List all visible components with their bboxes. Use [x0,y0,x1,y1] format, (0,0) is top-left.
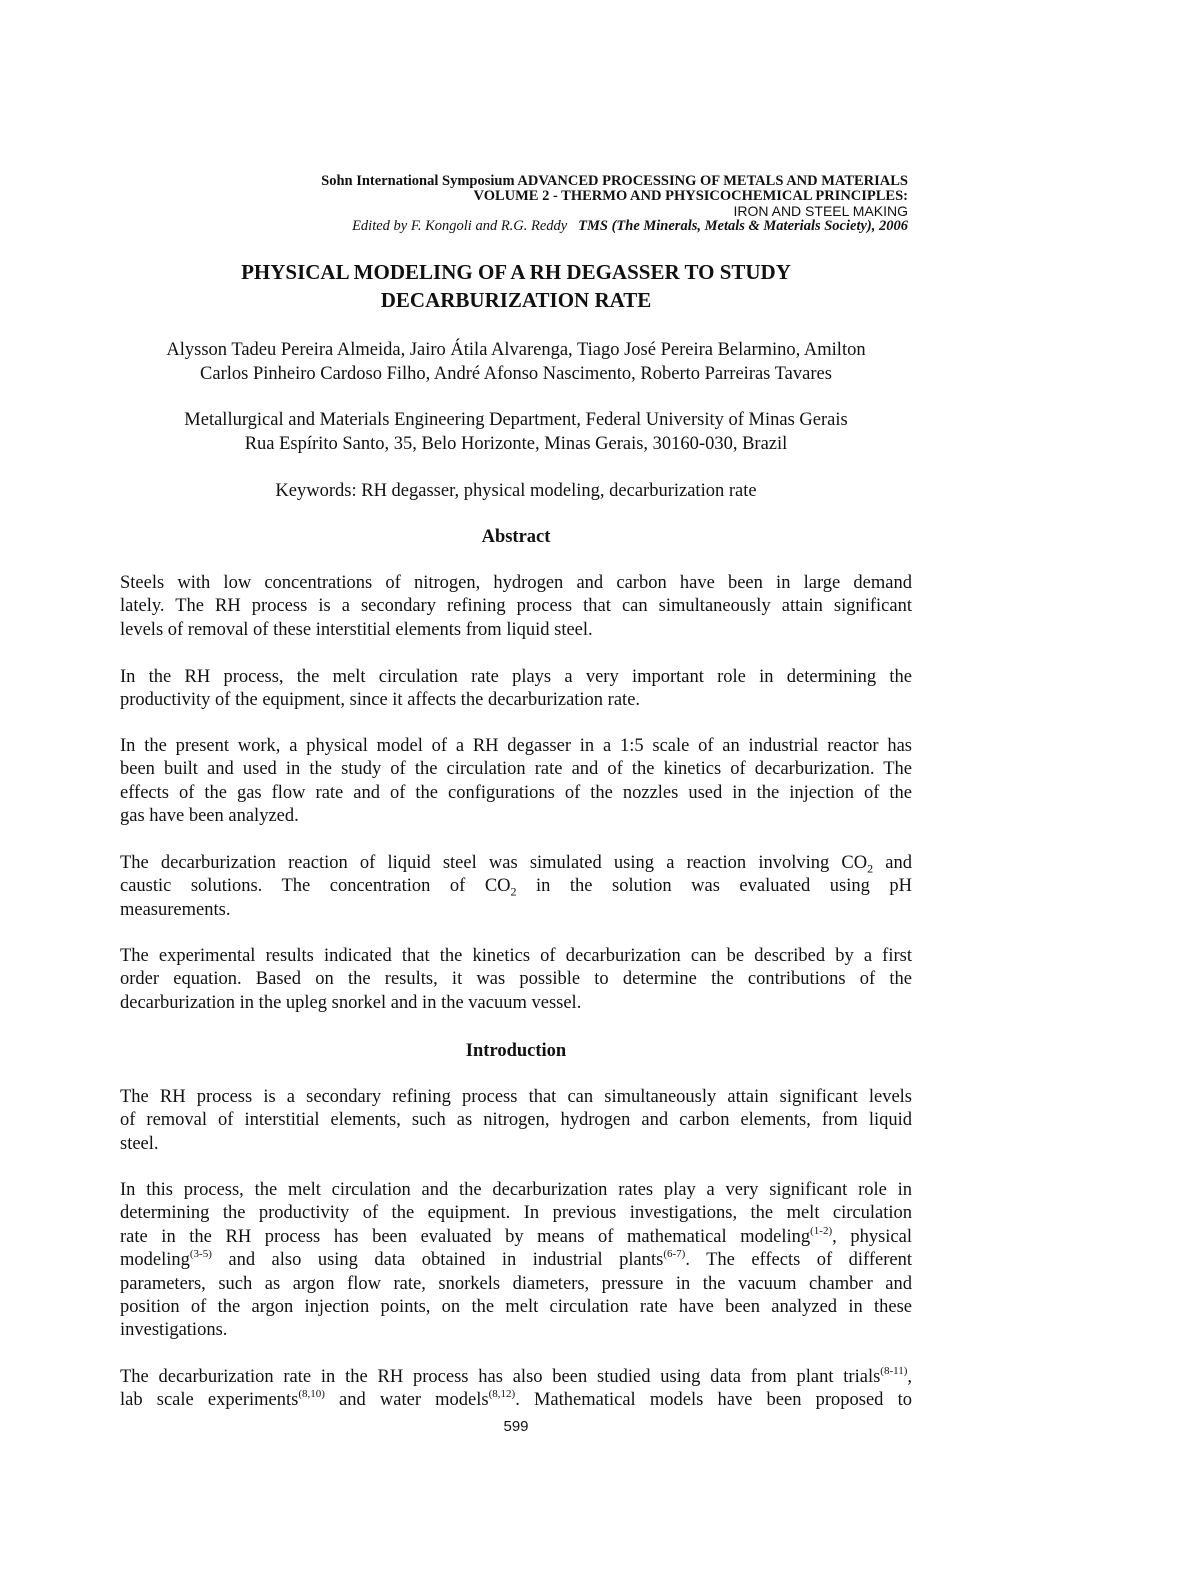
header-line-2: VOLUME 2 - THERMO AND PHYSICOCHEMICAL PRINCIPLES: [473,188,908,204]
introduction-heading: Introduction [465,1041,567,1061]
abstract-paragraph-4: The decarburization reaction of liquid steel was simulated using a reaction involving $CO_2$ and caustic solutions. The concentration of $CO_2$ in the solution was evaluated using pH measurements. [120,853,912,920]
citation: (6-7) [663,1248,686,1261]
citation: (3-5) [189,1248,212,1261]
introduction-paragraph-2: In this process, the melt circulation and the decarburization rates play a very significant role in determining the productivity of the equipment. In previous investigations, the melt circulation rate in the RH process has been evaluated by means of mathematical modeling$^{(1-2)}$, physical modeling$^{(3-5)}$ and also using data obtained in industrial plants$^{(6-7)}$. The effects of different parameters, such as argon flow rate, snorkels diameters, pressure in the vacuum chamber and position of the argon injection points, on the melt circulation rate have been analyzed in these investigations. [120,1180,913,1341]
abstract-paragraph-5: The experimental results indicated that the kinetics of decarburization can be described by a first order equation. Based on the results, it was possible to determine the contributions of the decarburization in the upleg snorkel and in the vacuum vessel. [120,946,912,1013]
header-publisher: TMS (The Minerals, Metals & Materials Society), 2006 [578,218,908,234]
paper-title [120,258,912,314]
keywords: Keywords: RH degasser, physical modeling, decarburization rate [275,481,757,501]
author-line-1: Alysson Tadeu Pereira Almeida, Jairo Átila Alvarenga, Tiago José Pereira Belarmino, Amilton [166,340,866,360]
citation: (1-2) [810,1224,833,1237]
affiliation [120,408,912,456]
abstract-paragraph-3: In the present work, a physical model of a RH degasser in a 1:5 scale of an industrial reactor has been built and used in the study of the circulation rate and of the kinetics of decarburization. The effects of the gas flow rate and of the configurations of the nozzles used in the injection of the gas have been analyzed. [120,736,912,827]
proceedings-header [200,174,908,234]
affiliation-line-2: Rua Espírito Santo, 35, Belo Horizonte, Minas Gerais, 30160-030, Brazil [244,434,788,454]
citation: (8,10) [298,1388,325,1401]
abstract-paragraph-1: Steels with low concentrations of nitrogen, hydrogen and carbon have been in large demand lately. The RH process is a secondary refining process that can simultaneously attain significant levels of removal of these interstitial elements from liquid steel. [120,573,912,640]
abstract-paragraph-2: In the RH process, the melt circulation rate plays a very important role in determining the productivity of the equipment, since it affects the decarburization rate. [120,667,912,711]
abstract-heading: Abstract [481,527,551,547]
introduction-paragraph-1: The RH process is a secondary refining process that can simultaneously attain significant levels of removal of interstitial elements, such as nitrogen, hydrogen and carbon elements, from liquid steel. [120,1087,912,1154]
citation: (8-11) [880,1364,908,1377]
header-editors: Edited by F. Kongoli and R.G. Reddy [352,218,568,234]
header-line-3: IRON AND STEEL MAKING [733,203,908,219]
header-line-1: Sohn International Symposium ADVANCED PROCESSING OF METALS AND MATERIALS [321,173,908,189]
header-line-4 [200,219,908,234]
paper-title-line-1: PHYSICAL MODELING OF A RH DEGASSER TO STUDY [241,260,791,284]
citation: (8,12) [488,1388,516,1401]
page-number: 599 [503,1418,529,1435]
paper-title-line-2: DECARBURIZATION RATE [380,288,652,312]
introduction-paragraph-3: The decarburization rate in the RH process has also been studied using data from plant trials$^{(8-11)}$, lab scale experiments$^{(8,10)}$ and water models$^{(8,12)}$. Mathematical models have been proposed to [120,1364,912,1411]
author-list [120,338,912,386]
author-line-2: Carlos Pinheiro Cardoso Filho, André Afonso Nascimento, Roberto Parreiras Tavares [200,364,832,384]
affiliation-line-1: Metallurgical and Materials Engineering Department, Federal University of Minas Gerais [184,410,848,430]
